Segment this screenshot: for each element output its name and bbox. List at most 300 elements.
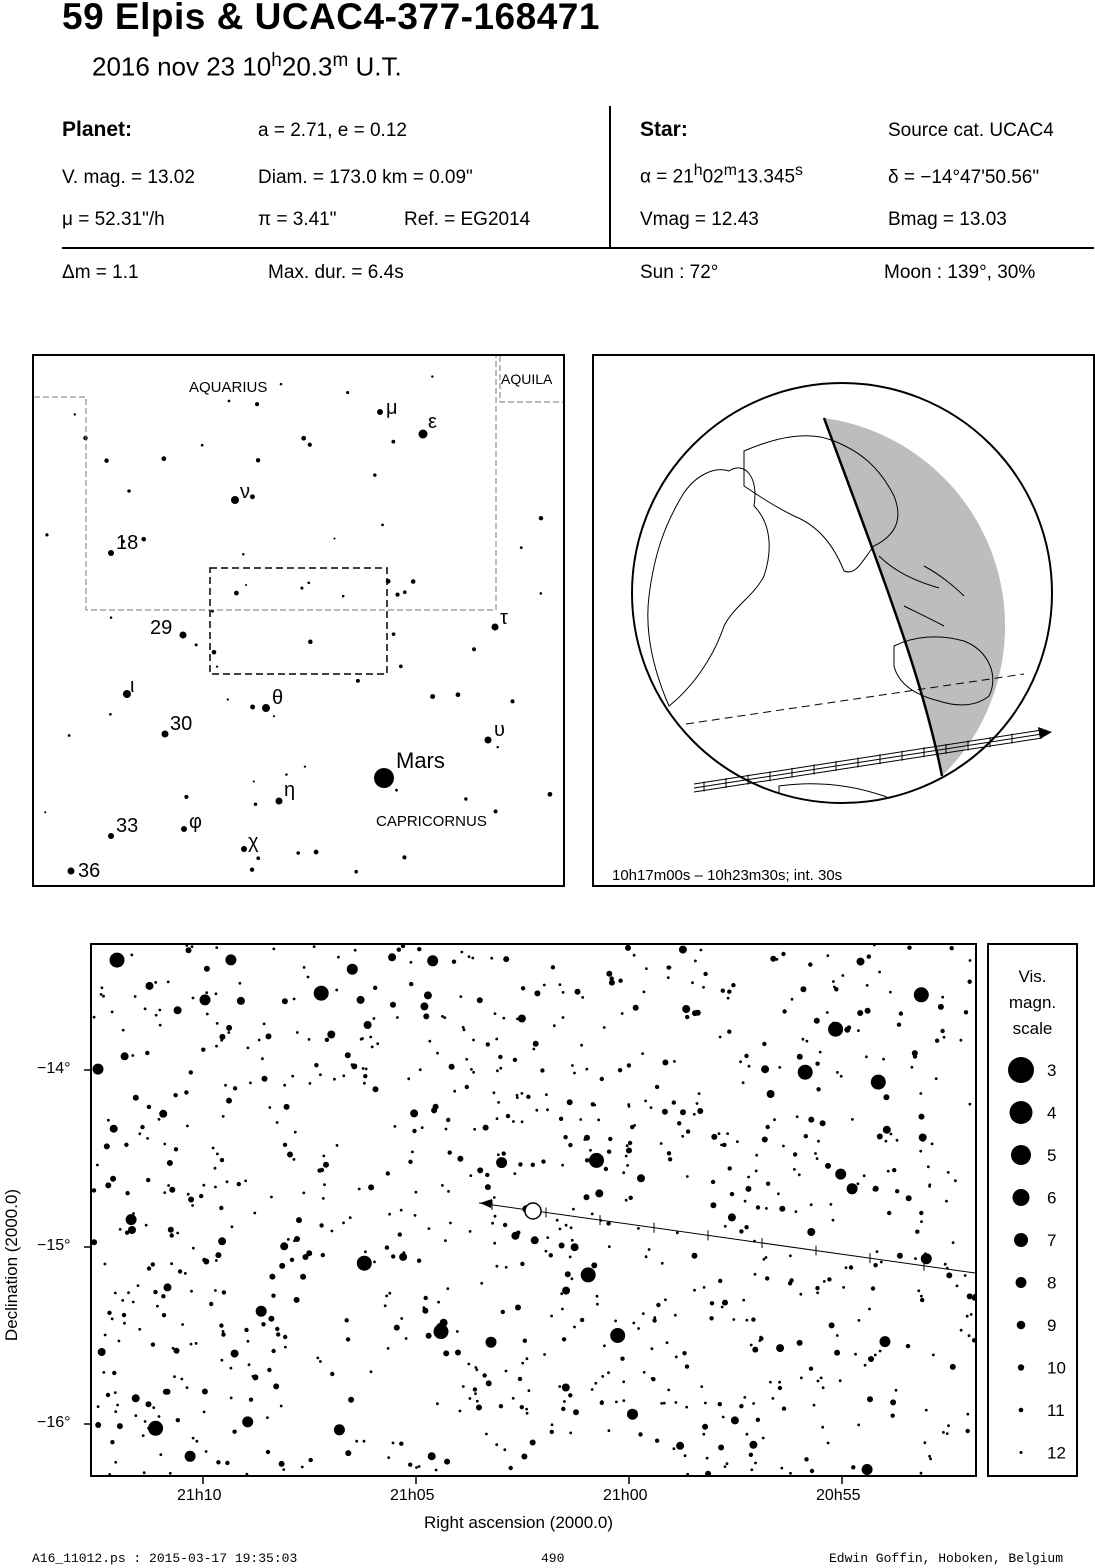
field-star: [562, 991, 565, 994]
field-star: [284, 1346, 287, 1349]
field-star: [533, 1041, 539, 1047]
field-star: [296, 1217, 302, 1223]
field-star: [101, 986, 104, 989]
field-star: [912, 1050, 918, 1056]
finder-star: [68, 734, 71, 737]
field-star: [857, 1182, 860, 1185]
field-star: [857, 1029, 860, 1032]
finder-star: [395, 593, 399, 597]
field-star: [225, 954, 236, 965]
field-star: [857, 1010, 863, 1016]
finder-star: [373, 473, 376, 476]
path-arrowhead: [480, 1199, 492, 1208]
field-star: [272, 948, 275, 951]
field-star: [428, 1452, 436, 1460]
field-star: [637, 1227, 640, 1230]
field-star: [180, 1378, 183, 1381]
field-star: [159, 1453, 162, 1456]
field-star: [925, 1409, 928, 1412]
field-star: [604, 1167, 608, 1171]
field-star: [219, 1206, 223, 1210]
field-star: [472, 1039, 475, 1042]
field-star: [515, 1305, 521, 1311]
finder-star: [250, 705, 255, 710]
field-star: [832, 980, 835, 983]
field-star: [920, 1298, 924, 1302]
field-star: [483, 1125, 489, 1131]
field-star: [865, 1008, 871, 1014]
planet-reference: Ref. = EG2014: [404, 209, 531, 230]
field-star: [946, 1272, 952, 1278]
star-label-30: 30: [170, 713, 193, 735]
legend-mag-label: 3: [1047, 1061, 1057, 1080]
finder-star: [109, 713, 112, 716]
field-star: [230, 1367, 233, 1370]
field-star: [816, 1087, 820, 1091]
field-star: [146, 1401, 152, 1407]
field-star: [446, 1287, 449, 1290]
field-star: [190, 1290, 193, 1293]
field-star: [96, 1164, 99, 1167]
field-star: [283, 1143, 287, 1147]
field-star: [215, 1259, 218, 1262]
field-star: [663, 1402, 666, 1405]
field-star: [826, 954, 829, 957]
field-star: [518, 1377, 522, 1381]
field-star: [92, 1188, 96, 1192]
field-star: [643, 991, 646, 994]
star-label-upsilon: υ: [494, 719, 505, 741]
footer-author: Edwin Goffin, Hoboken, Belgium: [829, 1551, 1064, 1566]
field-star: [244, 1180, 247, 1183]
field-star: [674, 1314, 677, 1317]
footer-page: 490: [541, 1551, 565, 1566]
field-star: [148, 1421, 163, 1436]
field-star: [391, 1254, 395, 1258]
field-star: [935, 1039, 939, 1043]
field-star: [766, 1125, 770, 1129]
field-star: [847, 1025, 851, 1029]
field-star: [584, 1194, 590, 1200]
field-star: [603, 1026, 606, 1029]
field-star: [209, 1302, 213, 1306]
field-star: [836, 1334, 839, 1337]
field-star: [447, 1190, 450, 1193]
field-star: [632, 1322, 635, 1325]
field-star: [781, 952, 785, 956]
field-star: [494, 1215, 497, 1218]
field-star: [122, 1313, 126, 1317]
field-star: [390, 1002, 396, 1008]
field-star: [727, 990, 731, 994]
field-star: [911, 1066, 914, 1069]
field-star: [215, 1252, 221, 1258]
field-star: [290, 1258, 294, 1262]
legend-symbols: [989, 945, 1076, 1475]
field-star: [293, 1158, 296, 1161]
field-star: [568, 1393, 572, 1397]
field-star: [970, 1313, 973, 1316]
field-star: [751, 1317, 755, 1321]
field-star: [907, 946, 911, 950]
event-datetime: 2016 nov 23 10$^h$20.3$^m$ U.T.: [92, 50, 402, 82]
field-star: [342, 1222, 345, 1225]
finder-star: [392, 632, 396, 636]
field-star: [233, 1086, 237, 1090]
field-star: [205, 1450, 208, 1453]
field-star: [132, 1212, 135, 1215]
field-star: [506, 1114, 510, 1118]
field-star: [895, 1189, 899, 1193]
field-star: [700, 1385, 703, 1388]
star-label-chi: χ: [248, 831, 259, 853]
field-star: [704, 1402, 707, 1405]
field-star: [746, 1433, 749, 1436]
field-star: [935, 1077, 938, 1080]
field-star: [239, 982, 242, 985]
field-star: [756, 1205, 760, 1209]
field-star: [262, 1076, 268, 1082]
field-star: [906, 1344, 910, 1348]
finder-star: [548, 792, 553, 797]
field-star: [800, 1377, 803, 1380]
field-star: [422, 1308, 428, 1314]
field-star: [626, 1148, 632, 1154]
star-dec: δ = −14°47'50.56": [888, 167, 1040, 188]
field-star: [113, 1371, 116, 1374]
field-star: [880, 1261, 883, 1264]
field-star: [793, 1168, 796, 1171]
field-star: [164, 1283, 172, 1291]
field-star: [110, 1125, 118, 1133]
field-star: [145, 1224, 148, 1227]
field-star: [114, 1410, 117, 1413]
finder-star: [402, 855, 406, 859]
field-star: [176, 1418, 180, 1422]
field-star: [473, 1128, 476, 1131]
field-star: [131, 1054, 134, 1057]
field-star: [637, 1327, 640, 1330]
field-star: [294, 1297, 300, 1303]
field-star: [222, 1290, 226, 1294]
field-star: [655, 1085, 659, 1089]
field-star: [270, 1196, 273, 1199]
field-star: [561, 1164, 564, 1167]
field-star: [140, 1125, 144, 1129]
field-star: [752, 1402, 755, 1405]
field-star: [465, 1085, 469, 1089]
field-star: [865, 1055, 868, 1058]
finder-star: [304, 765, 306, 767]
legend-mag-label: 10: [1047, 1358, 1066, 1378]
planet-vmag: V. mag. = 13.02: [62, 167, 195, 188]
field-star: [336, 1144, 339, 1147]
field-star: [261, 1057, 264, 1060]
field-star: [914, 1257, 917, 1260]
field-star: [819, 1051, 822, 1054]
detail-field-box: [210, 568, 387, 674]
field-star: [732, 1318, 735, 1321]
field-star: [399, 1253, 407, 1261]
field-star: [915, 1230, 919, 1234]
field-star: [111, 1318, 114, 1321]
field-star: [858, 1319, 861, 1322]
field-star: [327, 1031, 335, 1039]
field-star: [929, 1458, 932, 1461]
field-star: [765, 1276, 769, 1280]
field-star: [726, 1132, 729, 1135]
field-star: [427, 955, 438, 966]
star-label-tau: τ: [500, 607, 508, 629]
field-star: [202, 1184, 205, 1187]
field-star: [600, 1077, 604, 1081]
field-star: [703, 972, 707, 976]
finder-star: [456, 692, 461, 697]
field-star: [348, 1397, 354, 1403]
field-star: [584, 1135, 590, 1141]
field-star: [362, 1067, 365, 1070]
field-star: [556, 1219, 559, 1222]
field-star: [373, 1261, 376, 1264]
field-star: [111, 1011, 114, 1014]
field-star: [579, 1118, 582, 1121]
field-star: [280, 1405, 283, 1408]
field-star: [920, 1295, 923, 1298]
field-star: [370, 1370, 373, 1373]
field-star: [559, 1243, 565, 1249]
field-star: [473, 1387, 477, 1391]
legend-title-3: scale: [1012, 1019, 1053, 1038]
field-star: [710, 1202, 716, 1208]
field-star: [692, 1010, 698, 1016]
field-star: [159, 1024, 162, 1027]
field-star: [108, 1473, 111, 1475]
field-star: [531, 1163, 535, 1167]
field-star: [700, 949, 703, 952]
field-star: [662, 1109, 668, 1115]
field-star: [146, 1137, 149, 1140]
field-star: [363, 1074, 367, 1078]
field-star: [879, 1350, 882, 1353]
finder-star: [395, 789, 398, 792]
field-star: [212, 1147, 215, 1150]
field-star: [825, 1163, 831, 1169]
field-star: [966, 1429, 970, 1433]
field-star: [163, 1143, 166, 1146]
planet-parallax: π = 3.41": [258, 209, 337, 230]
finder-star: [180, 632, 187, 639]
legend-mag-dot: [1016, 1277, 1027, 1288]
star-source: Source cat. UCAC4: [888, 120, 1054, 141]
field-star: [562, 1016, 565, 1019]
field-star: [625, 945, 631, 951]
field-star: [969, 1103, 972, 1106]
field-star: [778, 1386, 782, 1390]
field-star: [284, 1104, 290, 1110]
field-star: [345, 1318, 349, 1322]
field-star: [595, 1189, 603, 1197]
field-star: [686, 1175, 689, 1178]
field-star: [878, 971, 881, 974]
field-star: [648, 1248, 651, 1251]
finder-star: [308, 443, 312, 447]
field-star: [842, 1286, 845, 1289]
field-star: [535, 1109, 538, 1112]
field-star: [159, 1110, 167, 1118]
field-star: [680, 1109, 686, 1115]
field-star: [325, 1038, 329, 1042]
field-star: [371, 1046, 374, 1049]
field-star: [871, 1286, 875, 1290]
field-star: [914, 987, 929, 1002]
field-star: [526, 1412, 529, 1415]
field-star: [469, 1174, 472, 1177]
occultation-path: [479, 1203, 975, 1273]
field-star: [750, 1468, 753, 1471]
star-label-eta: η: [284, 779, 296, 801]
field-star: [667, 976, 670, 979]
field-star: [314, 986, 329, 1001]
field-star: [161, 1294, 165, 1298]
field-star: [523, 1339, 527, 1343]
field-star: [155, 1014, 158, 1017]
field-star: [919, 1211, 923, 1215]
field-star: [607, 1371, 610, 1374]
field-star: [410, 1109, 418, 1117]
field-star: [126, 1214, 137, 1225]
field-star: [569, 1256, 572, 1259]
finder-star: [212, 650, 217, 655]
finder-star: [250, 868, 254, 872]
field-star: [392, 1442, 395, 1445]
field-star: [673, 1060, 676, 1063]
legend-mag-dot: [1010, 1101, 1033, 1124]
field-star: [669, 966, 672, 969]
field-star: [621, 1012, 624, 1015]
field-star: [667, 1151, 671, 1155]
field-star: [767, 1090, 775, 1098]
finder-star: [44, 811, 46, 813]
field-star: [762, 1437, 765, 1440]
field-star: [280, 1242, 288, 1250]
field-star: [334, 1424, 345, 1435]
field-star: [694, 960, 697, 963]
field-star: [485, 1184, 491, 1190]
legend-mag-dot: [1020, 1451, 1023, 1454]
field-star: [189, 1070, 193, 1074]
field-star: [746, 1319, 749, 1322]
legend-mag-label: 7: [1047, 1231, 1057, 1250]
field-star: [821, 1426, 824, 1429]
field-star: [919, 1114, 925, 1120]
field-star: [114, 1391, 117, 1394]
field-star: [118, 1340, 121, 1343]
field-star: [498, 1055, 502, 1059]
field-star: [782, 1145, 785, 1148]
field-star: [195, 1342, 198, 1345]
field-star: [408, 1160, 412, 1164]
field-star: [728, 1166, 732, 1170]
field-star: [215, 946, 218, 949]
field-star: [684, 1454, 687, 1457]
star-heading: Star:: [640, 118, 688, 141]
field-star: [820, 1120, 826, 1126]
field-star: [216, 1460, 220, 1464]
field-star: [703, 1286, 706, 1289]
field-star: [476, 1368, 479, 1371]
field-star: [525, 1408, 528, 1411]
mars-marker: [374, 768, 394, 788]
field-star: [765, 1207, 768, 1210]
finder-star: [108, 833, 114, 839]
finder-star: [68, 868, 75, 875]
field-star: [199, 1194, 203, 1198]
field-star: [169, 1472, 172, 1475]
star-label-iota: ι: [130, 675, 135, 697]
field-star: [807, 1228, 815, 1236]
field-star: [782, 1009, 786, 1013]
field-star: [347, 964, 358, 975]
field-star: [675, 1356, 678, 1359]
field-star: [625, 1155, 628, 1158]
field-star: [151, 1342, 155, 1346]
field-star: [622, 1380, 625, 1383]
field-star: [709, 1316, 713, 1320]
field-star: [797, 1054, 803, 1060]
field-star: [813, 1404, 816, 1407]
field-star: [174, 1348, 180, 1354]
field-star: [186, 947, 192, 953]
field-star: [279, 1263, 285, 1269]
field-star: [203, 1411, 206, 1414]
field-star: [528, 1389, 531, 1392]
field-star: [827, 1277, 831, 1281]
field-star: [789, 1254, 792, 1257]
field-star: [355, 1440, 358, 1443]
field-star: [711, 1134, 717, 1140]
field-star: [772, 1397, 775, 1400]
field-star: [866, 984, 869, 987]
field-star: [797, 1340, 803, 1346]
finder-star: [485, 737, 492, 744]
field-star: [607, 1150, 611, 1154]
field-star: [345, 1450, 351, 1456]
field-star: [398, 1232, 402, 1236]
field-star: [110, 1176, 116, 1182]
field-star: [493, 1196, 496, 1199]
field-star: [462, 1026, 465, 1029]
field-star: [722, 1143, 726, 1147]
x-tick-21h05: 21h05: [390, 1487, 435, 1504]
field-star: [972, 1338, 975, 1342]
field-star: [271, 1349, 275, 1353]
field-star: [589, 1153, 604, 1168]
field-star: [571, 1239, 574, 1242]
field-star: [445, 1128, 448, 1131]
field-star: [97, 1405, 100, 1408]
field-star: [585, 1068, 588, 1071]
field-star: [316, 1357, 319, 1360]
field-star: [946, 1432, 949, 1435]
field-star: [121, 1052, 129, 1060]
finder-star: [162, 731, 169, 738]
field-star: [673, 1447, 676, 1450]
field-star: [739, 1229, 743, 1233]
field-star: [718, 1279, 722, 1283]
field-star: [610, 1328, 625, 1343]
field-star: [491, 1222, 494, 1225]
field-star: [633, 1124, 636, 1127]
